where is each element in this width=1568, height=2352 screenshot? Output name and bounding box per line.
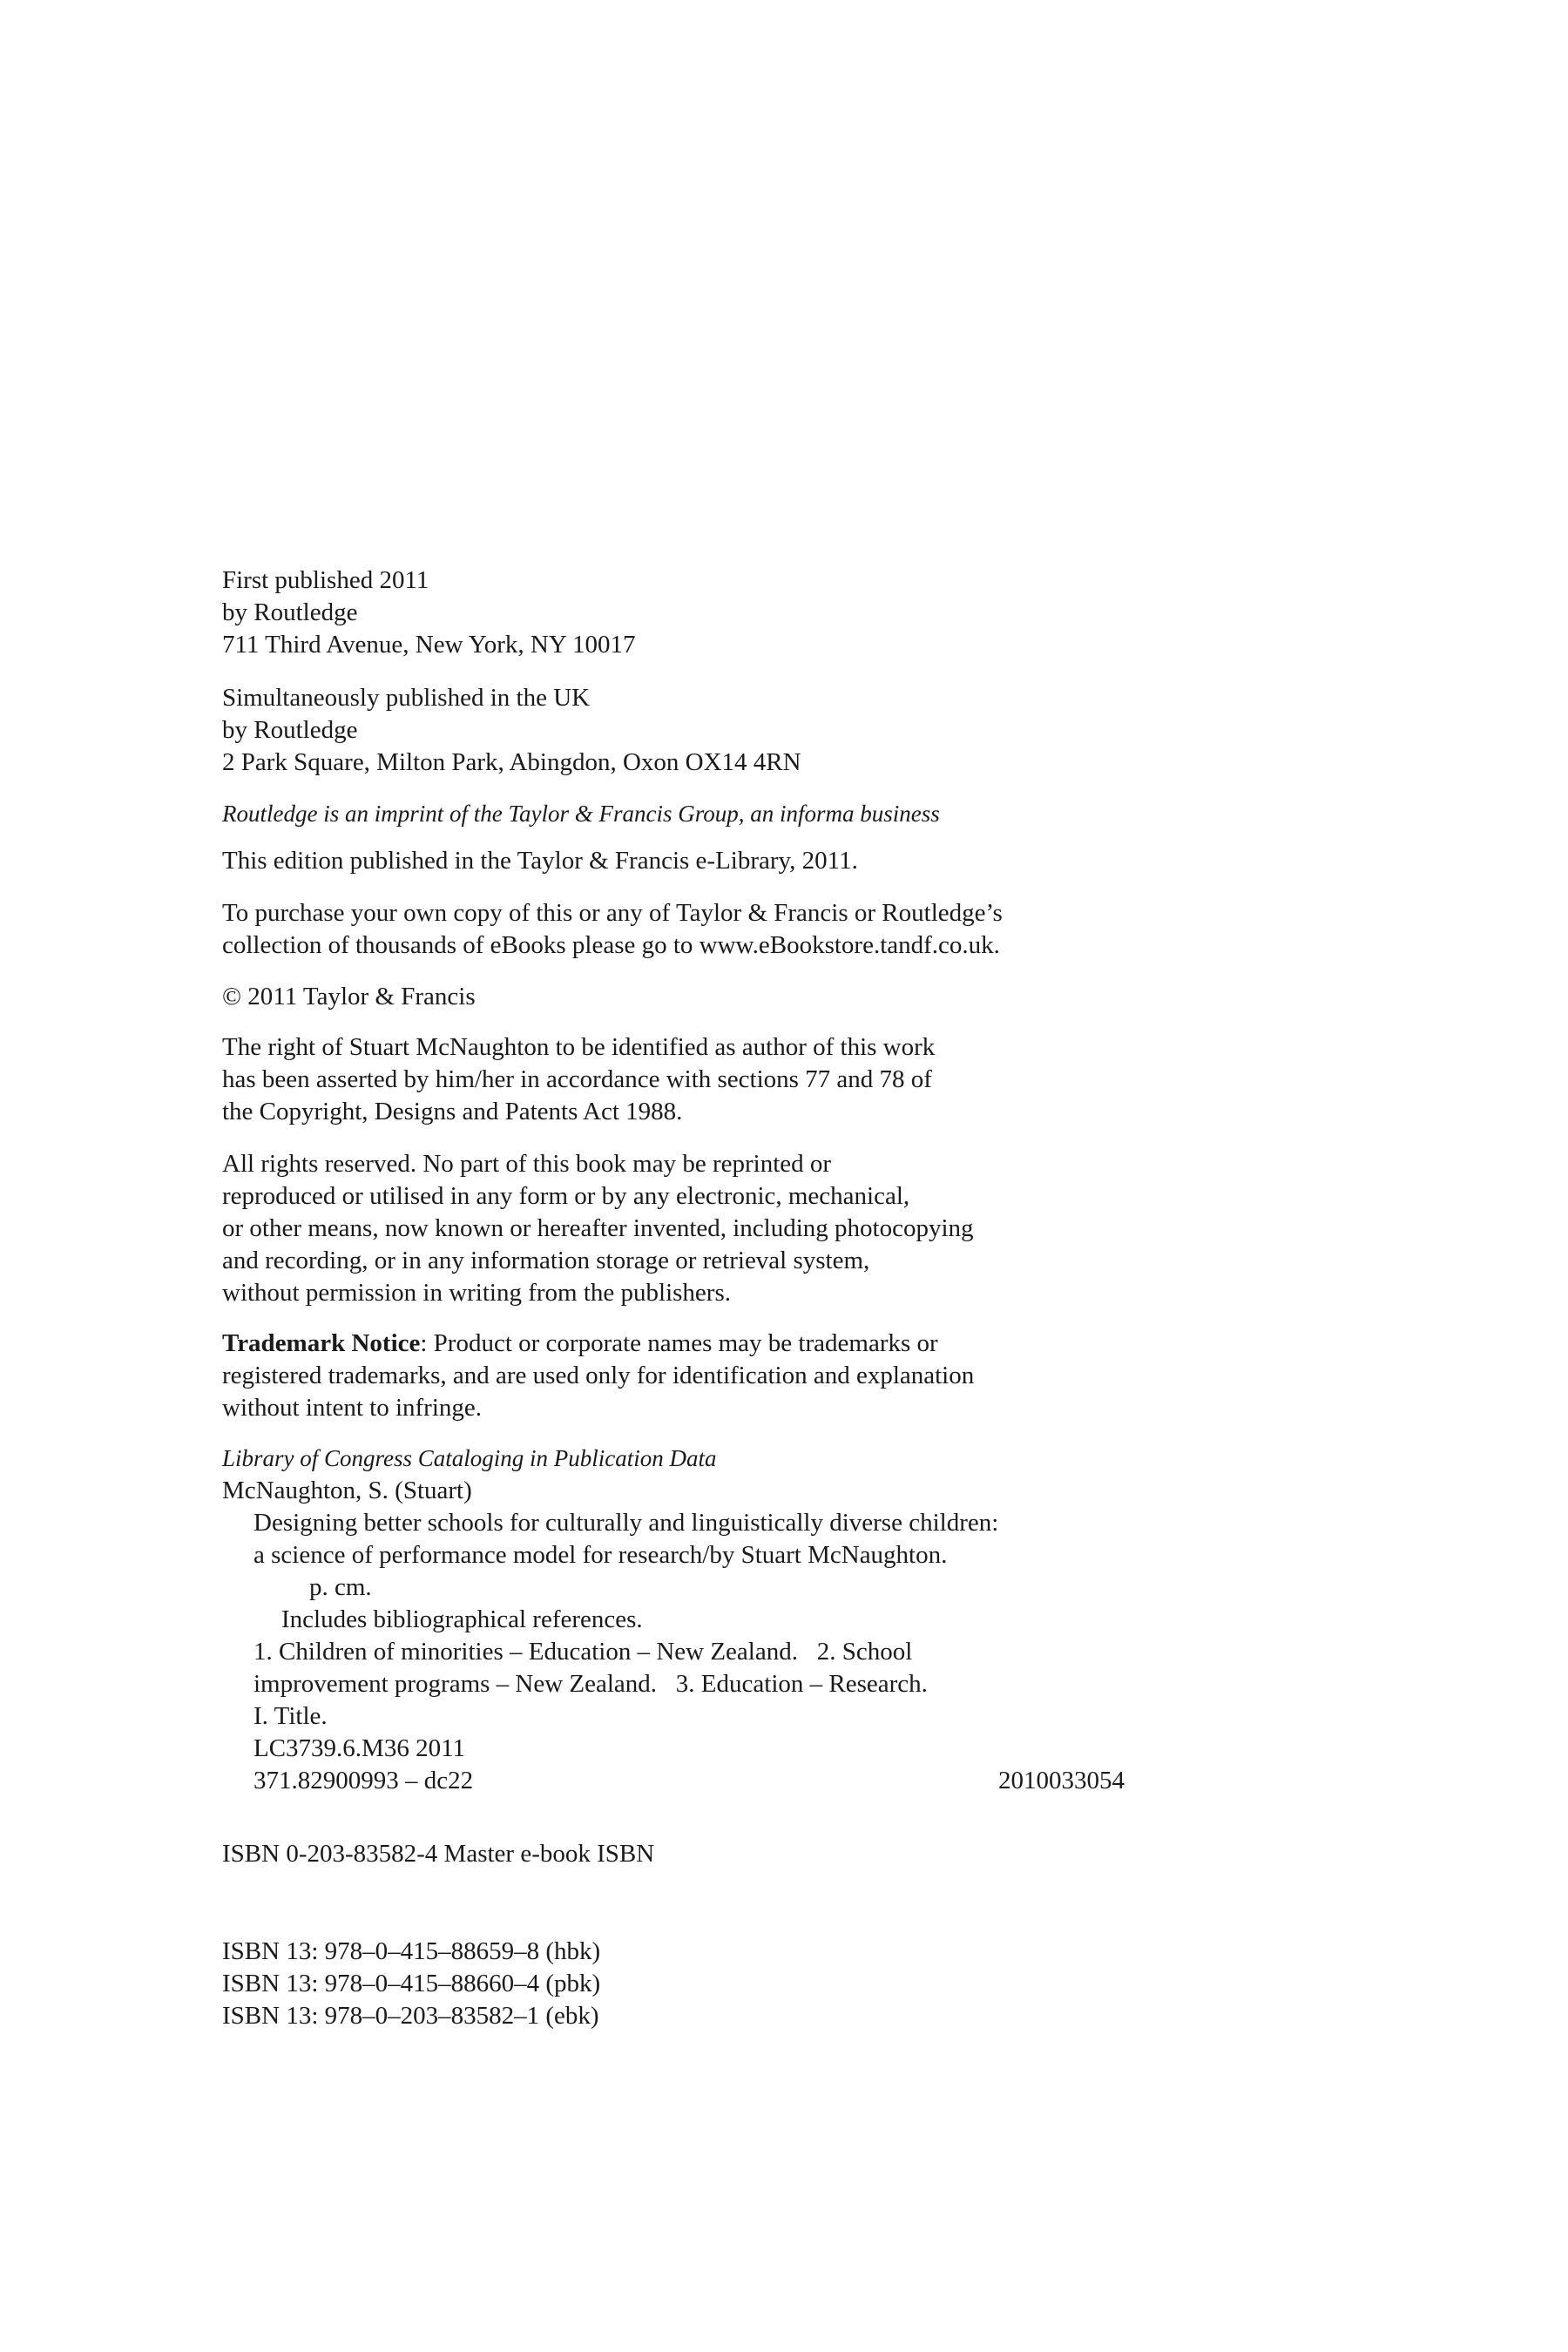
- cip-bibliography: Includes bibliographical references.: [281, 1605, 643, 1633]
- cip-title-entry: I. Title.: [253, 1702, 328, 1730]
- purchase-line-2: collection of thousands of eBooks please go to www.eBookstore.tandf.co.uk.: [222, 931, 1000, 959]
- cip-dewey: 371.82900993 – dc22: [253, 1767, 474, 1794]
- cip-pcm: p. cm.: [309, 1573, 372, 1601]
- purchase-line-1: To purchase your own copy of this or any of Taylor & Francis or Routledge’s: [222, 899, 1003, 927]
- uk-publisher: by Routledge: [222, 716, 358, 744]
- uk-publisher-address: 2 Park Square, Milton Park, Abingdon, Oxon OX14 4RN: [222, 748, 801, 776]
- purchase-info: [222, 897, 1180, 962]
- isbn-list: [222, 1936, 1180, 2032]
- cip-lccn: 2010033054: [998, 1767, 1125, 1794]
- uk-publication-info: [222, 682, 1180, 779]
- copyright-notice: © 2011 Taylor & Francis: [222, 983, 476, 1010]
- uk-published: Simultaneously published in the UK: [222, 684, 591, 712]
- publisher: by Routledge: [222, 598, 358, 626]
- isbn-pbk: ISBN 13: 978–0–415–88660–4 (pbk): [222, 1970, 601, 1997]
- imprint-statement: Routledge is an imprint of the Taylor & Francis Group, an informa business: [222, 801, 940, 827]
- edition-statement: This edition published in the Taylor & Francis e-Library, 2011.: [222, 847, 858, 875]
- cip-lc-number: LC3739.6.M36 2011: [253, 1734, 466, 1762]
- isbn-hbk: ISBN 13: 978–0–415–88659–8 (hbk): [222, 1937, 601, 1965]
- cip-title-1: Designing better schools for culturally and linguistically diverse children:: [253, 1509, 999, 1537]
- isbn-master: ISBN 0-203-83582-4 Master e-book ISBN: [222, 1840, 655, 1868]
- cip-subject-1: 1. Children of minorities – Education – New Zealand. 2. School: [253, 1638, 913, 1666]
- trademark-label: Trademark Notice: [222, 1329, 421, 1357]
- cip-subject-2: improvement programs – New Zealand. 3. Education – Research.: [253, 1670, 928, 1698]
- cip-author: McNaughton, S. (Stuart): [222, 1477, 472, 1504]
- trademark-notice: Trademark Notice: Product or corporate names may be trademarks or registered trademarks, and are used only for identification and explanation without intent to infringe.: [222, 1329, 975, 1422]
- isbn-ebk: ISBN 13: 978–0–203–83582–1 (ebk): [222, 2002, 599, 2030]
- cip-title-2: a science of performance model for research/by Stuart McNaughton.: [253, 1541, 948, 1569]
- cip-data: [222, 1443, 1180, 1797]
- all-rights-reserved: All rights reserved. No part of this book may be reprinted or reproduced or utilised in any form or by any electronic, mechanical, or other means, now known or hereafter invented, including photocopying and recording, or in any information storage or retrieval system, without permission in writing from the publishers.: [222, 1150, 974, 1307]
- author-rights: The right of Stuart McNaughton to be identified as author of this work has been asserted by him/her in accordance with sections 77 and 78 of the Copyright, Designs and Patents Act 1988.: [222, 1033, 936, 1125]
- trademark-text: : Product or corporate names may be trademarks or: [420, 1329, 938, 1357]
- cip-heading: Library of Congress Cataloging in Publication Data: [222, 1445, 717, 1471]
- first-published: First published 2011: [222, 566, 429, 594]
- publisher-address: 711 Third Avenue, New York, NY 10017: [222, 631, 636, 659]
- publication-info: [222, 564, 1180, 661]
